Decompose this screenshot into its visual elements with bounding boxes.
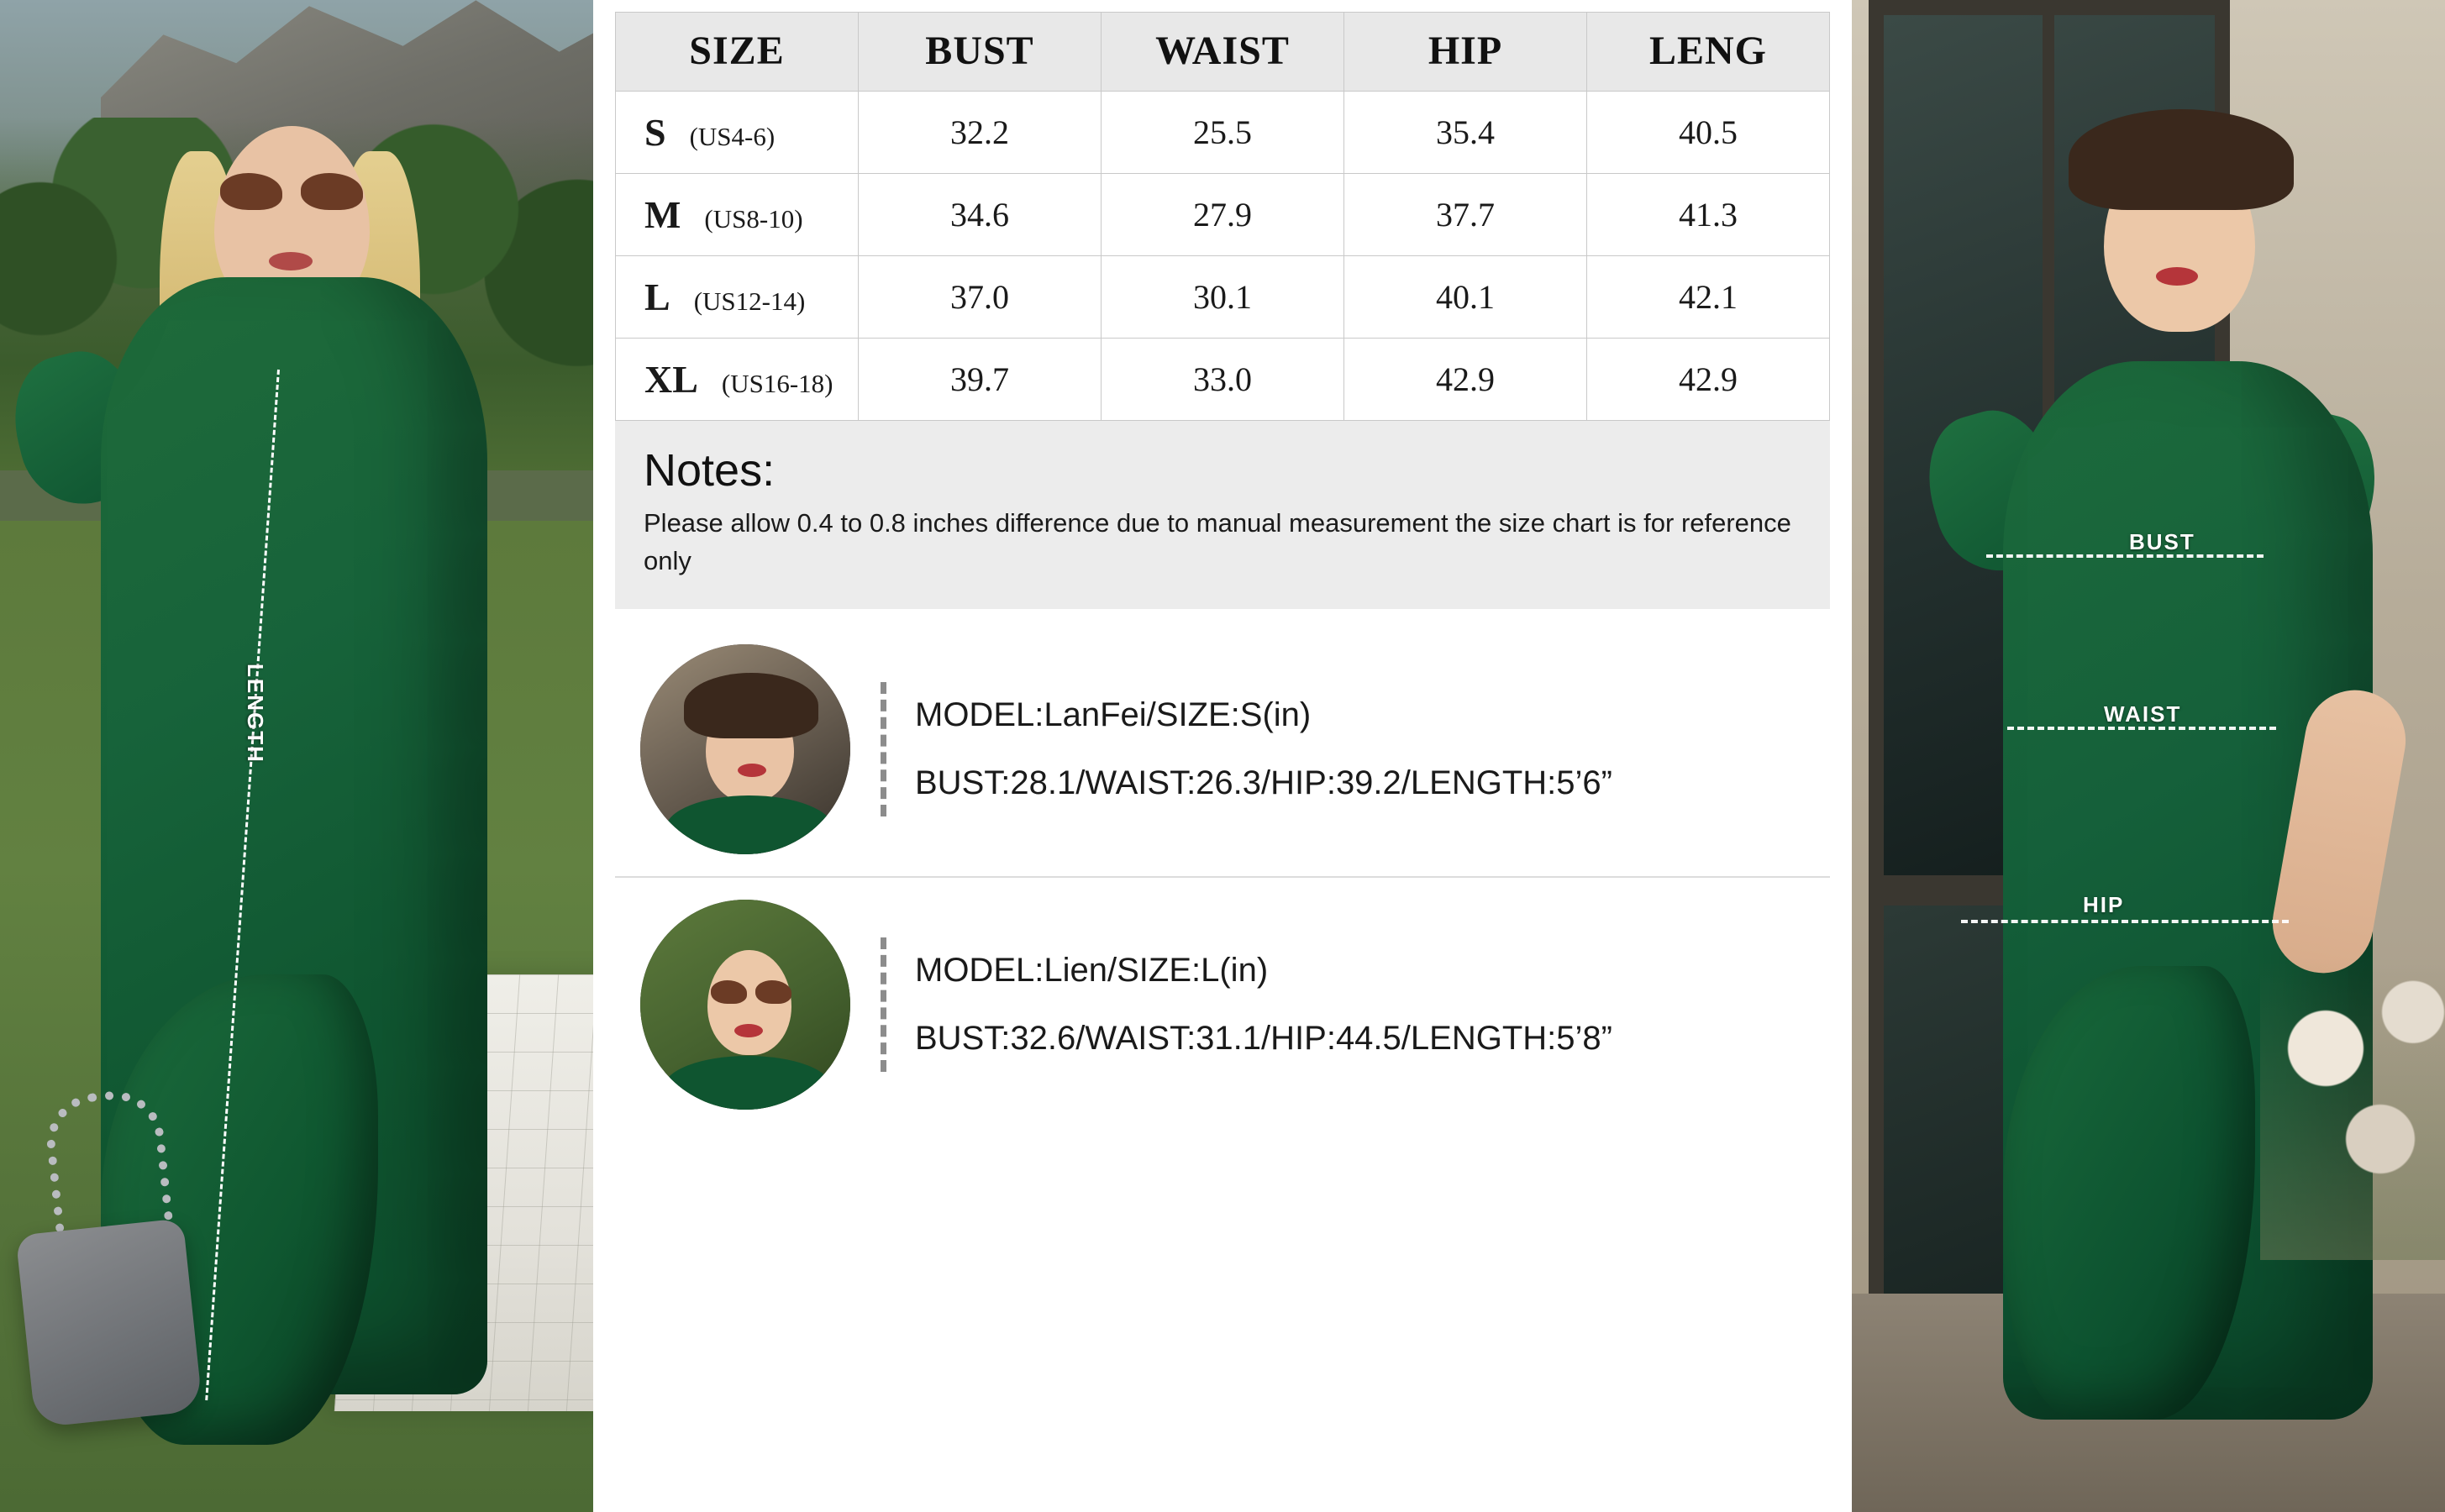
waist-measure-label: WAIST <box>2104 701 2182 727</box>
hip-measure-line <box>1961 920 2289 923</box>
avatar <box>640 900 850 1110</box>
cell-hip: 42.9 <box>1344 339 1587 421</box>
col-header-size: SIZE <box>616 13 859 92</box>
col-header-bust: BUST <box>859 13 1102 92</box>
cell-size <box>616 339 859 421</box>
cell-waist: 27.9 <box>1102 174 1344 256</box>
list-item <box>615 876 1830 1131</box>
cell-length: 41.3 <box>1587 174 1830 256</box>
cell-waist: 30.1 <box>1102 256 1344 339</box>
avatar-hair-front <box>684 673 818 738</box>
notes-section <box>615 421 1830 609</box>
model-name-size: MODEL:Lien/SIZE:L(in) <box>915 951 1269 989</box>
table-row <box>616 92 1830 174</box>
size-letter: L <box>644 276 670 318</box>
cell-size <box>616 92 859 174</box>
cell-bust: 32.2 <box>859 92 1102 174</box>
cell-hip: 35.4 <box>1344 92 1587 174</box>
size-table-head <box>616 13 1830 92</box>
sunglasses-icon <box>220 173 363 212</box>
bust-measure-label: BUST <box>2129 529 2195 554</box>
left-product-photo <box>0 0 593 1512</box>
cell-size <box>616 174 859 256</box>
hip-measure-label: HIP <box>2083 892 2125 917</box>
model-text-block <box>915 952 1612 1058</box>
model-name-size: MODEL:LanFei/SIZE:S(in) <box>915 696 1312 733</box>
col-header-length: LENG <box>1587 13 1830 92</box>
size-us-range: (US12-14) <box>693 286 806 316</box>
avatar-lips <box>734 1024 763 1037</box>
bust-measure-line <box>1986 554 2264 558</box>
list-item <box>615 622 1830 876</box>
size-us-range: (US16-18) <box>721 369 833 398</box>
cell-hip: 40.1 <box>1344 256 1587 339</box>
cell-length: 42.1 <box>1587 256 1830 339</box>
col-header-hip: HIP <box>1344 13 1587 92</box>
cell-bust: 34.6 <box>859 174 1102 256</box>
size-letter: M <box>644 193 681 236</box>
cell-size <box>616 256 859 339</box>
model-hair-front <box>2069 109 2294 210</box>
col-header-waist: WAIST <box>1102 13 1344 92</box>
flower-bouquet <box>2260 958 2445 1260</box>
table-row <box>616 174 1830 256</box>
handbag <box>16 1218 203 1428</box>
cell-bust: 39.7 <box>859 339 1102 421</box>
cell-bust: 37.0 <box>859 256 1102 339</box>
size-chart-panel <box>593 0 1852 1512</box>
size-table <box>615 12 1830 421</box>
notes-text: Please allow 0.4 to 0.8 inches difference due to manual measurement the size chart is for reference only <box>644 508 1791 575</box>
dashed-divider <box>881 682 886 816</box>
model-measurements: BUST:32.6/WAIST:31.1/HIP:44.5/LENGTH:5’8” <box>915 1019 1612 1057</box>
table-header-row <box>616 13 1830 92</box>
table-row <box>616 256 1830 339</box>
avatar <box>640 644 850 854</box>
cell-waist: 25.5 <box>1102 92 1344 174</box>
size-letter: S <box>644 111 666 154</box>
avatar-lips <box>738 764 766 777</box>
cell-length: 40.5 <box>1587 92 1830 174</box>
cell-hip: 37.7 <box>1344 174 1587 256</box>
sunglasses-icon <box>711 980 791 1005</box>
model-info-section <box>615 622 1830 1131</box>
cell-waist: 33.0 <box>1102 339 1344 421</box>
length-measure-label: LENGTH <box>243 664 268 764</box>
notes-title: Notes: <box>644 445 776 496</box>
cell-length: 42.9 <box>1587 339 1830 421</box>
size-letter: XL <box>644 358 698 401</box>
model-lips <box>269 252 313 270</box>
table-row <box>616 339 1830 421</box>
model-text-block <box>915 696 1612 802</box>
right-product-photo <box>1852 0 2445 1512</box>
dashed-divider <box>881 937 886 1072</box>
model-measurements: BUST:28.1/WAIST:26.3/HIP:39.2/LENGTH:5’6” <box>915 764 1612 801</box>
size-us-range: (US8-10) <box>704 204 803 234</box>
size-us-range: (US4-6) <box>689 122 776 151</box>
model-lips <box>2156 267 2198 286</box>
size-table-body <box>616 92 1830 421</box>
